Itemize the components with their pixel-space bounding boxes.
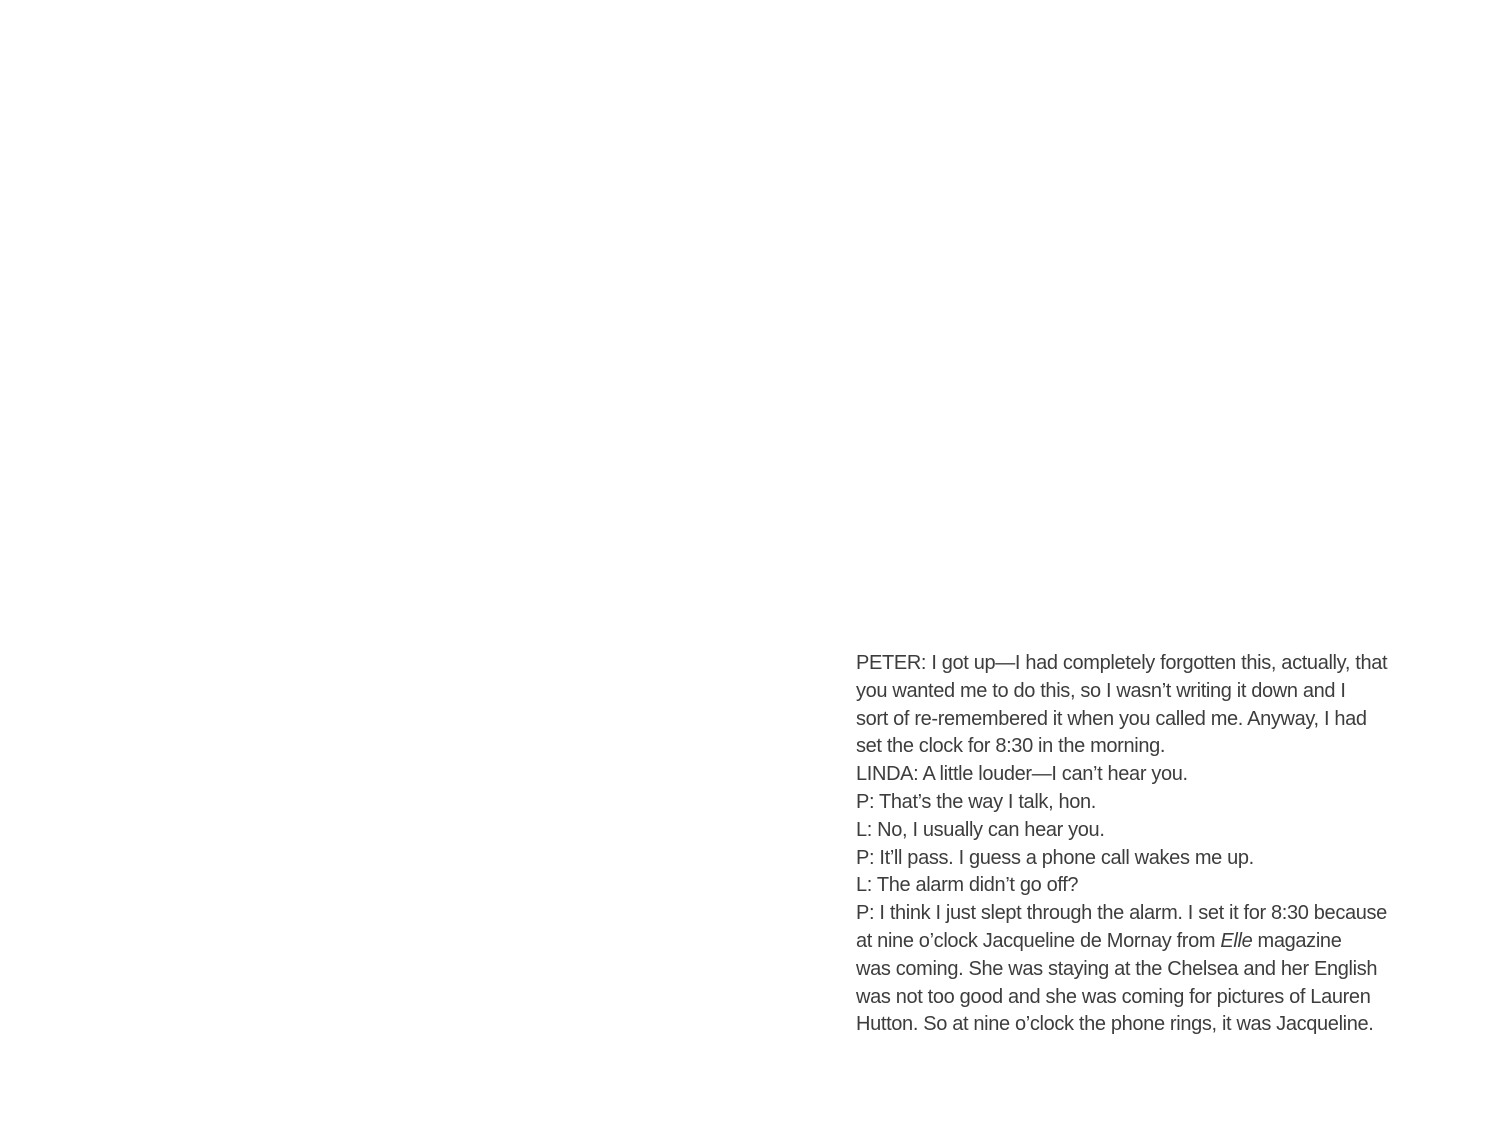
dialogue-text-block bbox=[856, 650, 1416, 1039]
dialogue-line-segment: at nine o’clock Jacqueline de Mornay from bbox=[856, 929, 1221, 952]
dialogue-line: set the clock for 8:30 in the morning. bbox=[856, 735, 1166, 758]
dialogue-line: P: That’s the way I talk, hon. bbox=[856, 790, 1097, 813]
dialogue-line: was coming. She was staying at the Chelsea and her English bbox=[856, 957, 1378, 980]
dialogue-line: LINDA: A little louder—I can’t hear you. bbox=[856, 763, 1188, 786]
dialogue-line-segment: magazine bbox=[1252, 929, 1342, 952]
dialogue-line-with-italic bbox=[856, 928, 1416, 956]
dialogue-line: L: The alarm didn’t go off? bbox=[856, 874, 1079, 897]
dialogue-line: was not too good and she was coming for pictures of Lauren bbox=[856, 985, 1371, 1008]
magazine-title-italic: Elle bbox=[1220, 929, 1253, 952]
dialogue-line: P: It’ll pass. I guess a phone call wakes me up. bbox=[856, 846, 1254, 869]
dialogue-line: L: No, I usually can hear you. bbox=[856, 818, 1105, 841]
dialogue-line: P: I think I just slept through the alarm. I set it for 8:30 because bbox=[856, 902, 1387, 925]
dialogue-line: Hutton. So at nine o’clock the phone rings, it was Jacqueline. bbox=[856, 1013, 1374, 1036]
dialogue-line: you wanted me to do this, so I wasn’t writing it down and I bbox=[856, 679, 1346, 702]
dialogue-line: PETER: I got up—I had completely forgotten this, actually, that bbox=[856, 652, 1388, 674]
dialogue-line: sort of re-remembered it when you called me. Anyway, I had bbox=[856, 707, 1367, 730]
